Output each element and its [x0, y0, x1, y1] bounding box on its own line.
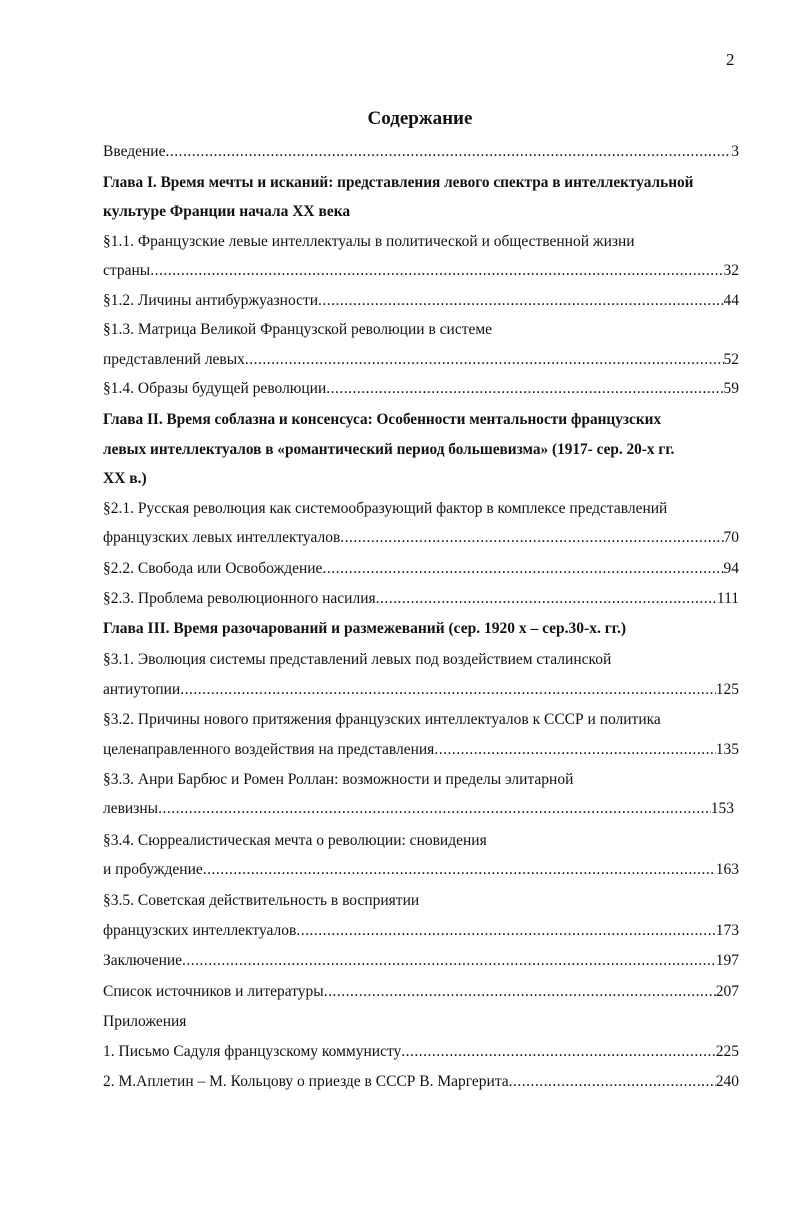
- toc-entry-text: §1.4. Образы будущей революции: [103, 380, 327, 397]
- toc-entry-page: 163: [715, 861, 739, 878]
- toc-entry-page: 70: [723, 529, 739, 546]
- toc-entry: [103, 741, 739, 759]
- toc-entry: [103, 952, 739, 970]
- dot-leader: [158, 800, 711, 818]
- toc-entry-text: Приложения: [103, 1013, 187, 1030]
- toc-entry-text: страны: [103, 262, 151, 279]
- toc-entry-text: §1.1. Французские левые интеллектуалы в политической и общественной жизни: [103, 233, 635, 250]
- toc-entry: [103, 529, 739, 547]
- toc-entry: [103, 861, 739, 879]
- toc-entry-page: 240: [715, 1073, 739, 1090]
- chapter-heading: левых интеллектуалов в «романтический период большевизма» (1917- сер. 20-х гг.: [103, 441, 675, 458]
- toc-entry-page: 94: [723, 560, 739, 577]
- toc-entry-page: 52: [723, 351, 739, 368]
- toc-entry: [103, 351, 739, 369]
- toc-entry-page: 153: [710, 800, 734, 817]
- toc-entry-text: §2.3. Проблема революционного насилия: [103, 590, 376, 607]
- chapter-heading: культуре Франции начала XX века: [103, 203, 351, 220]
- toc-entry-page: 135: [715, 741, 739, 758]
- toc-entry-page: 197: [715, 952, 739, 969]
- toc-entry-text: §3.1. Эволюция системы представлений левых под воздействием сталинской: [103, 651, 612, 668]
- page-title: Содержание: [367, 108, 473, 129]
- toc-entry: [103, 681, 739, 699]
- toc-entry: [103, 1043, 739, 1061]
- toc-entry-page: 32: [723, 262, 739, 279]
- toc-entry-text: Список источников и литературы: [103, 983, 324, 1000]
- chapter-heading: Глава I. Время мечты и исканий: представления левого спектра в интеллектуальной: [103, 174, 694, 191]
- dot-leader: [165, 143, 731, 161]
- toc-entry-page: 59: [723, 380, 739, 397]
- toc-entry-text: §1.2. Личины антибуржуазности: [103, 292, 319, 309]
- toc-entry-page: 111: [716, 590, 739, 607]
- dot-leader: [324, 983, 716, 1001]
- toc-entry: [103, 380, 739, 398]
- dot-leader: [326, 380, 723, 398]
- toc-entry-page: 3: [731, 143, 739, 160]
- toc-entry-text: §3.3. Анри Барбюс и Ромен Роллан: возможности и пределы элитарной: [103, 771, 574, 788]
- toc-entry: [103, 262, 739, 280]
- toc-entry-text: Заключение: [103, 952, 183, 969]
- toc-entry: [103, 143, 739, 161]
- toc-entry: [103, 983, 739, 1001]
- dot-leader: [401, 1043, 715, 1061]
- toc-entry-page: 173: [715, 922, 739, 939]
- toc-entry-text: антиутопии: [103, 681, 181, 698]
- dot-leader: [376, 590, 717, 608]
- dot-leader: [180, 681, 716, 699]
- toc-entry-text: §3.4. Сюрреалистическая мечта о революции: сновидения: [103, 832, 487, 849]
- toc-entry-text: и пробуждение: [103, 861, 203, 878]
- dot-leader: [245, 351, 724, 369]
- chapter-heading: XX в.): [103, 470, 147, 487]
- dot-leader: [318, 292, 723, 310]
- toc-entry: [103, 560, 739, 578]
- toc-entry-text: §2.2. Свобода или Освобождение: [103, 560, 323, 577]
- chapter-heading: Глава III. Время разочарований и размежеваний (сер. 1920 х – сер.30-х. гг.): [103, 620, 627, 637]
- dot-leader: [150, 262, 723, 280]
- toc-entry-text: левизны: [103, 800, 159, 817]
- dot-leader: [203, 861, 716, 879]
- chapter-heading: Глава II. Время соблазна и консенсуса: Особенности ментальности французских: [103, 411, 662, 428]
- dot-leader: [322, 560, 723, 578]
- toc-entry: [103, 590, 739, 608]
- toc-entry-text: французских левых интеллектуалов: [103, 529, 341, 546]
- toc-entry-text: §1.3. Матрица Великой Французской революции в системе: [103, 321, 493, 338]
- toc-entry-text: §2.1. Русская революция как системообразующий фактор в комплексе представлений: [103, 500, 668, 517]
- toc-entry-page: 207: [715, 983, 739, 1000]
- dot-leader: [434, 741, 715, 759]
- toc-entry-text: Введение: [103, 143, 166, 160]
- toc-entry-text: §3.2. Причины нового притяжения французских интеллектуалов к СССР и политика: [103, 711, 661, 728]
- dot-leader: [340, 529, 723, 547]
- toc-entry-text: 2. М.Аплетин – М. Кольцову о приезде в СССР В. Маргерита: [103, 1073, 509, 1090]
- dot-leader: [509, 1073, 716, 1091]
- page-number: 2: [726, 50, 735, 69]
- toc-entry: [103, 292, 739, 310]
- toc-entry-text: представлений левых: [103, 351, 245, 368]
- toc-entry-text: §3.5. Советская действительность в восприятии: [103, 892, 420, 909]
- toc-entry-page: 44: [723, 292, 739, 309]
- toc-entry-text: 1. Письмо Садуля французскому коммунисту: [103, 1043, 402, 1060]
- toc-entry: [103, 800, 734, 818]
- toc-entry-text: целенаправленного воздействия на представления: [103, 741, 435, 758]
- toc-entry-page: 125: [715, 681, 739, 698]
- toc-entry: [103, 922, 739, 940]
- dot-leader: [296, 922, 715, 940]
- dot-leader: [182, 952, 716, 970]
- toc-entry-page: 225: [715, 1043, 739, 1060]
- toc-entry-text: французских интеллектуалов: [103, 922, 297, 939]
- toc-entry: [103, 1073, 739, 1091]
